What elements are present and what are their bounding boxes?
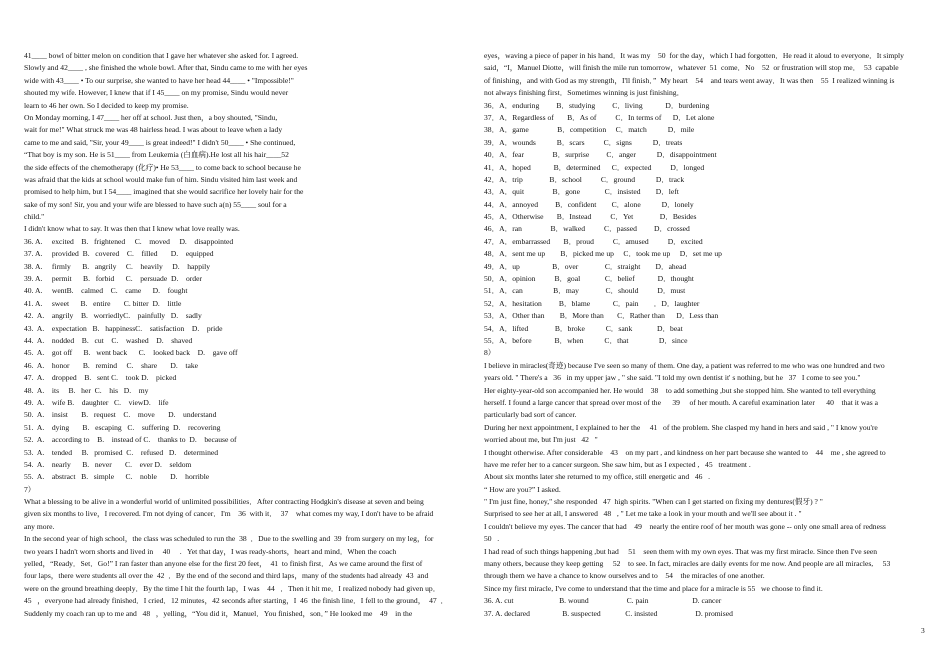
text-line: “ How are you?” I asked. [484, 484, 561, 494]
text-line: 46．A．ran B．walked C．passed D．crossed [484, 224, 690, 234]
text-line: About six months later she returned to my office, still energetic and 46 . [484, 472, 711, 482]
text-line: 50 . [484, 534, 500, 544]
text-line: wait for me!" What struck me was 48 hairless head. I was about to leave when a lady [24, 125, 283, 135]
text-line: 45．A．Otherwise B．Instead C．Yet D．Besides [484, 212, 697, 222]
text-line: Her eighty-year-old son accompanied her. He would 38 to add something ,but she stopped him. She wanted to tell everything [484, 385, 876, 395]
text-line: 48．A．sent me up B．picked me up C．took me up D．set me up [484, 249, 722, 259]
text-line: 42. A. angrily B. worriedlyC. painfully D. sadly [24, 311, 202, 321]
text-line: 45 ，everyone had already finished．I cried．12 minutes，42 seconds after starting，I 46 the finish line．I fell to the ground， 47 ． [24, 596, 449, 606]
text-line: shouted my wife. However, I knew that if I 45____ on my promise, Sindu would never [24, 88, 289, 98]
text-line: 53．A．Other than B．More than C．Rather than D．Less than [484, 311, 719, 321]
text-line: Since my first miracle, I've come to understand that the time and place for a miracle is 55 we choose to find it. [484, 583, 823, 593]
text-line: 51. A. dying B. escaping C. suffering D. recovering [24, 422, 221, 432]
text-line: many others, because they keep getting 52 to see. In fact, miracles are daily events for me now. And people are all miracles, 53 [484, 559, 891, 569]
text-line: " I'm just fine, honey," she responded 47 high spirits. "When can I get started on fixing my dentures(假牙) ? " [484, 497, 823, 507]
text-line: 55．A．before B．when C．that D．since [484, 335, 688, 345]
text-line: 47．A．embarrassed B．proud C．amused D．excited [484, 236, 703, 246]
text-line: 40．A．fear B．surprise C．anger D．disappointment [484, 150, 717, 160]
text-line: not always finishing first．Sometimes winning is just finishing． [484, 88, 685, 98]
text-line: Suddenly my coach ran up to me and 48 ，yelling，“You did it，Manuel．You finished，son．” He looked me 49 in the [24, 608, 413, 618]
text-line: 49. A. wife B. daughter C. viewD. life [24, 397, 169, 407]
text-line: 8） [484, 348, 496, 358]
text-line: have me refer her to a cancer surgeon. She saw him, but as I expected , 45 treatment . [484, 459, 751, 469]
text-line: yelled，“Ready．Set．Go!” I ran faster than anyone else for the first 20 feet， 41 to finish first．As we came around the first of [24, 559, 423, 569]
text-line: 54．A．lifted B．broke C．sank D．beat [484, 323, 683, 333]
text-line: child." [24, 212, 45, 222]
text-line: given six months to live，I recovered. I'm not dying of cancer．I'm 36 with it． 37 what comes my way, I don't have to be afraid [24, 509, 434, 519]
text-line: 42．A．trip B．school C．ground D．track [484, 174, 685, 184]
text-line: 43．A．quit B．gone C．insisted D．left [484, 187, 679, 197]
text-line: Surprised to see her at all, I answered 48 , " Let me take a look in your mouth and we'll see about it . " [484, 509, 802, 519]
text-line: 44．A．annoyed B．confident C．alone D．lonely [484, 199, 694, 209]
text-line: I had read of such things happening ,but had 51 seen them with my own eyes. That was my first miracle. Since then I've seen [484, 546, 878, 556]
text-line: said，“I，Manuel Diotte，will finish the mile run tomorrow，whatever 51 come．No 52 or frustration will stop me． 53 capable [484, 63, 899, 73]
text-line: 36. A. cut B. wound C. pain D. cancer [484, 596, 722, 606]
text-line: “That boy is my son. He is 51____ from Leukemia (白血病).He lost all his hair____52 [24, 150, 289, 160]
text-line: 38. A. firmly B. angrily C. heavily D. happily [24, 261, 211, 271]
text-line: wide with 43____ • To our surprise, she wanted to have her head 44____ • "Impossible!" [24, 75, 294, 85]
text-line: 52．A．hesitation B．blame C．pain ．D．laughter [484, 298, 700, 308]
text-line: 53. A. tended B. promised C. refused D. determined [24, 447, 219, 457]
text-line: promised to help him, but I 54____ imagined that she would sacrifice her lovely hair for the [24, 187, 304, 197]
text-line: particularly bad sort of cancer. [484, 410, 577, 420]
text-line: On Monday morning, I 47____ her off at school. Just then，a boy shouted, "Sindu, [24, 112, 278, 122]
text-line: 7） [24, 484, 36, 494]
text-line: 49．A．up B．over C．straight D．ahead [484, 261, 687, 271]
text-line: 41____ bowl of bitter melon on condition that I gave her whatever she asked for. I agreed. [24, 51, 299, 60]
text-line: sake of my son! Sir, you and your wife are blessed to have such a(n) 55____ soul for a [24, 199, 287, 209]
text-line: What a blessing to be alive in a wonderful world of unlimited possibilities．After contracting Hodgkin's disease at seven and being [24, 497, 424, 507]
text-line: 48. A. its B. her C. his D. my [24, 385, 149, 395]
text-line: 38．A．game B．competition C．match D．mile [484, 125, 695, 135]
text-line: learn to 46 her own. So I decided to keep my promise. [24, 100, 189, 110]
text-line: In the second year of high school，the class was scheduled to run the 38 ．Due to the swelling and 39 from surgery on my leg，for [24, 534, 434, 544]
text-line: was afraid that the kids at school would make fun of him. Sindu visited him last week and [24, 174, 298, 184]
text-line: four laps，there were students all over the 42 ．By the end of the second and third laps，many of the students had already 43 and [24, 571, 429, 581]
text-line: 40. A. wentB. calmed C. came D. fought [24, 286, 188, 296]
text-line: 46. A. honor B. remind C. share D. take [24, 360, 199, 370]
text-line: worried about me, but I'm just 42 " [484, 435, 598, 445]
text-line: 55. A. abstract B. simple C. noble D. horrible [24, 472, 210, 482]
text-line: 47. A. dropped B. sent C. took D. picked [24, 373, 177, 383]
text-line: I didn't know what to say. It was then that I knew what love really was. [24, 224, 240, 234]
text-line: 50．A．opinion B．goal C．belief D．thought [484, 274, 694, 284]
left-column [24, 50, 470, 620]
page-number: 3 [921, 626, 925, 635]
text-line: herself. I found a large cancer that spread over most of the 39 of her mouth. A careful examination later 40 that it was a [484, 397, 878, 407]
text-line: I couldn't believe my eyes. The cancer that had 49 nearly the entire roof of her mouth was gone -- only one small area of redness [484, 521, 886, 531]
text-line: 39. A. permit B. forbid C. persuade D. order [24, 274, 203, 284]
text-line: two years I hadn't worn shorts and lived in 40 . Yet that day，I was ready-shorts，heart and mind．When the coach [24, 546, 397, 556]
text-line: any more. [24, 521, 55, 531]
text-line: During her next appointment, I explained to her the 41 of the problem. She clasped my hand in hers and said , " I know you're [484, 422, 878, 432]
text-line: 43. A. expectation B. happinessC. satisfaction D. pride [24, 323, 223, 333]
text-line: 37. A. declared B. suspected C. insisted D. promised [484, 608, 733, 618]
text-line: 54. A. nearly B. never C. ever D. seldom [24, 459, 192, 469]
text-line: 39．A．wounds B．scars C．signs D．treats [484, 137, 683, 147]
text-line: the side effects of the chemotherapy (化疗)• He 53____ to come back to school because he [24, 162, 301, 172]
text-line: I thought otherwise. After considerable 43 on my part , and kindness on her part because she wanted to 44 me , she agreed to [484, 447, 886, 457]
text-line: 36．A．enduring B．studying C．living D．burdening [484, 100, 710, 110]
text-line: through them we have a chance to know ourselves and to 54 the miracles of one another. [484, 571, 765, 581]
text-line: Slowly and 42____ , she finished the whole bowl. After that, Sindu came to me with her eyes [24, 63, 308, 73]
text-line: 37．A．Regardless of B．As of C．In terms of D．Let alone [484, 112, 715, 122]
text-line: 44. A. nodded B. cut C. washed D. shaved [24, 335, 193, 345]
text-line: eyes，waving a piece of paper in his hand．It was my 50 for the day，which I had forgotten．He read it aloud to everyone．It simply [484, 51, 904, 60]
text-line: years old. " There's a 36 in my upper jaw , " she said. "I told my own dentist it' s nothing, but he 37 I come to see you." [484, 373, 861, 383]
text-line: 50. A. insist B. request C. move D. understand [24, 410, 217, 420]
right-column [484, 50, 932, 620]
text-line: 37. A. provided B. covered C. filled D. equipped [24, 249, 214, 259]
text-line: 41．A．hoped B．determined C．expected D．longed [484, 162, 705, 172]
text-line: came to me and said, "Sir, your 49____ is great indeed!" I didn't 50____ • She continued, [24, 137, 296, 147]
text-line: 52. A. according to B. instead of C. thanks to D. because of [24, 435, 237, 445]
text-line: 41. A. sweet B. entire C. bitter D. little [24, 298, 182, 308]
text-line: of finishing，and with God as my strength，I'll finish．” My heart 54 and tears went away．It was then 55 I realized winning is [484, 75, 895, 85]
text-line: I believe in miracles(奇迹) because I've seen so many of them. One day, a patient was referred to me who was one hundred and two [484, 360, 885, 370]
text-line: 45. A. got off B. went back C. looked back D. gave off [24, 348, 238, 358]
text-line: were on the ground breathing deeply．By the time I hit the fourth lap，I was 44 ．Then it hit me．I realized nobody had given up． [24, 583, 441, 593]
text-line: 36. A. excited B. frightened C. moved D. disappointed [24, 236, 234, 246]
text-line: 51．A．can B．may C．should D．must [484, 286, 686, 296]
